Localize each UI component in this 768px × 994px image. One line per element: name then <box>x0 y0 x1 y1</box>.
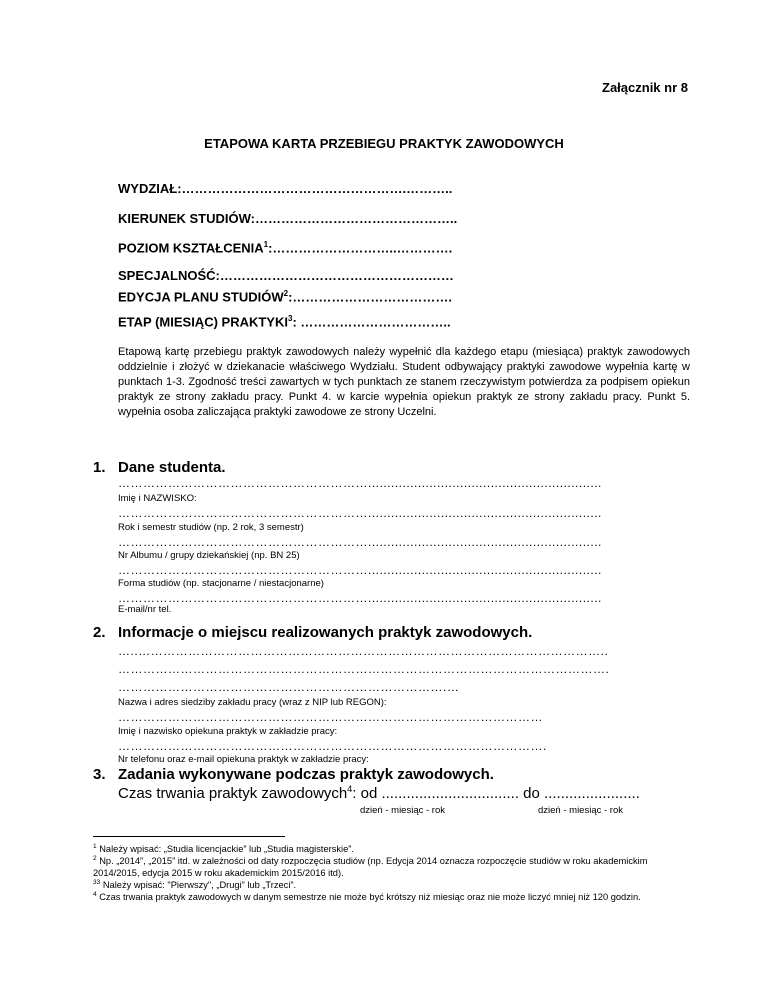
dots-line: ……………………………………………………............................................................. <box>118 591 602 605</box>
field-label: EDYCJA PLANU STUDIÓW <box>118 289 284 305</box>
document-title: ETAPOWA KARTA PRZEBIEGU PRAKTYK ZAWODOWYCH <box>204 136 564 151</box>
dots-line: ………………………………………………………………………………………… <box>118 710 543 724</box>
field-label: POZIOM KSZTAŁCENIA <box>118 240 264 256</box>
field-level <box>118 240 452 255</box>
footnote: $^4$ Czas trwania praktyk zawodowych w danym semestrze nie może być krótszy niż miesiąc oraz nie może liczyć mniej niż 120 godzin. <box>93 891 641 903</box>
label-year-semester: Rok i semestr studiów (np. 2 rok, 3 semestr) <box>118 522 304 533</box>
dots-line: ……………………………………………………............................................................. <box>118 563 602 577</box>
field-label: KIERUNEK STUDIÓW: <box>118 211 255 226</box>
dots-line: …………………………………………………………………………………………. <box>118 739 547 753</box>
field-internship-stage <box>118 314 451 329</box>
field-plan-edition <box>118 289 452 304</box>
label-company: Nazwa i adres siedziby zakładu pracy (wraz z NIP lub REGON): <box>118 697 387 708</box>
field-dots: ……………………………………….. <box>254 211 458 226</box>
duration-label: Czas trwania praktyk zawodowych <box>118 785 348 802</box>
date-hint-from: dzień - miesiąc - rok <box>360 805 445 816</box>
field-label: ETAP (MIESIĄC) PRAKTYKI <box>118 314 288 330</box>
footnote-ref: 1 <box>263 240 269 249</box>
date-hint-to: dzień - miesiąc - rok <box>538 805 623 816</box>
field-dots: : …………………………….. <box>292 314 451 330</box>
label-supervisor-contact: Nr telefonu oraz e-mail opiekuna praktyk w zakładzie pracy: <box>118 754 369 765</box>
field-dots: :………………………..…………. <box>268 240 453 256</box>
field-major <box>118 211 457 226</box>
section-number: 2. <box>93 624 106 641</box>
dots-line: ………………………………………………………………………………………………………. <box>118 662 610 676</box>
section-title: Zadania wykonywane podczas praktyk zawodowych. <box>118 766 494 783</box>
footnote: $^{33}$ Należy wpisać: "Pierwszy", „Drugi” lub „Trzeci”. <box>93 879 297 891</box>
field-specialization <box>118 268 454 283</box>
label-album: Nr Albumu / grupy dziekańskiej (np. BN 25) <box>118 550 300 561</box>
section-1-heading <box>93 459 226 476</box>
duration-from: : od ................................. <box>352 785 519 802</box>
section-title: Informacje o miejscu realizowanych praktyk zawodowych. <box>118 624 533 641</box>
section-2-heading <box>93 624 532 641</box>
footnote: $^2$ Np. „2014”, „2015” itd. w zależności od daty rozpoczęcia studiów (np. Edycja 2014 oznacza rozpoczęcie studiów w roku akademickim 2014/2015, edycja 2015 w roku akademickim 2015/2016 itd). <box>93 855 648 878</box>
section-number: 3. <box>93 766 106 783</box>
footnote-ref: 3 <box>287 314 293 323</box>
field-dots: ……………………………………………… <box>219 268 454 283</box>
field-label: SPECJALNOŚĆ: <box>118 268 220 283</box>
field-faculty <box>118 181 452 196</box>
field-dots: …………………………………………….……….. <box>181 181 453 196</box>
section-number: 1. <box>93 459 106 476</box>
duration-line <box>118 784 640 802</box>
section-title: Dane studenta. <box>118 459 226 476</box>
dots-line: …..………………………………………………………………………………………………….. <box>118 644 609 658</box>
instructions-paragraph: Etapową kartę przebiegu praktyk zawodowych należy wypełnić dla każdego etapu (miesiąca) praktyk zawodowych oddzielnie i złożyć w dziekanacie właściwego Wydziału. Student odbywający praktyki zawodowe wypełnia kartę w punktach 1-3. Zgodność treści zawartych w tych punktach ze stanem rzeczywistym potwierdza za podpisem opiekun praktyk ze strony zakładu pracy. Punkt 4. w karcie wypełnia opiekun praktyk ze strony zakładu pracy. Punkt 5. wypełnia osoba zaliczająca praktyki zawodowe ze strony Uczelni. <box>118 346 690 418</box>
footnote-separator <box>93 836 285 837</box>
dots-line: ……………………………………………………............................................................. <box>118 476 602 490</box>
label-supervisor: Imię i nazwisko opiekuna praktyk w zakładzie pracy: <box>118 726 338 737</box>
field-label: WYDZIAŁ: <box>118 181 182 196</box>
attachment-number: Załącznik nr 8 <box>602 80 688 95</box>
label-name: Imię i NAZWISKO: <box>118 493 197 504</box>
footnote-ref: 4 <box>347 784 353 794</box>
label-email: E-mail/nr tel. <box>118 604 172 615</box>
dots-line: ……………………………………………………............................................................. <box>118 535 602 549</box>
duration-to: do ....................... <box>523 785 640 802</box>
dots-line: ……………………………………………………............................................................. <box>118 506 602 520</box>
field-dots: :………………………………. <box>288 289 453 305</box>
footnote-ref: 2 <box>283 289 289 298</box>
dots-line: …………………………………………………………………….… <box>118 680 460 694</box>
footnote: $^1$ Należy wpisać: „Studia licencjackie” lub „Studia magisterskie”. <box>93 843 354 855</box>
label-study-form: Forma studiów (np. stacjonarne / niestacjonarne) <box>118 578 324 589</box>
section-3-heading <box>93 766 494 783</box>
